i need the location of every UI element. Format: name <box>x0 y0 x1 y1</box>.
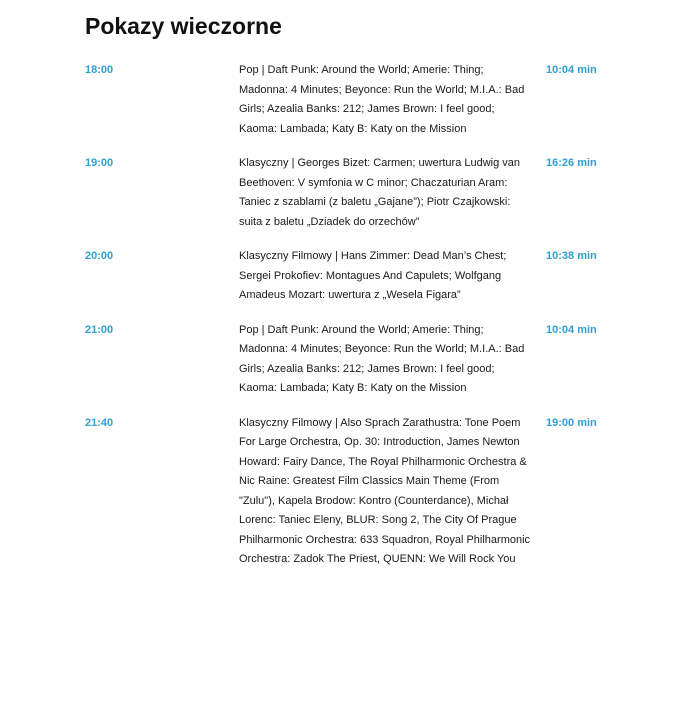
show-duration: 19:00 min <box>546 416 597 429</box>
show-time: 21:00 <box>85 323 114 336</box>
show-program: Klasyczny | Georges Bizet: Carmen; uwertura Ludwig van Beethoven: V symfonia w C minor; Chaczaturian Aram: Taniec z szablami (z baletu „Gajane”); Piotr Czajkowski: suita z baletu „Dziadek do orzechów” <box>239 157 521 228</box>
show-time: 18:00 <box>85 64 114 76</box>
show-time: 19:00 <box>85 157 114 169</box>
show-program: Pop | Daft Punk: Around the World; Amerie: Thing; Madonna: 4 Minutes; Beyonce: Run the World; M.I.A.: Bad Girls; Azealia Banks: 212; James Brown: I feel good; Kaoma: Lambada; Katy B: Katy on the Mission <box>239 64 525 135</box>
schedule-row <box>85 61 645 154</box>
schedule-row <box>85 321 645 414</box>
show-duration: 10:04 min <box>546 64 597 76</box>
show-program: Klasyczny Filmowy | Also Sprach Zarathustra: Tone Poem For Large Orchestra, Op. 30: Introduction, James Newton Howard: Fairy Dance, The Royal Philharmonic Orchestra & Nic Raine: Greatest Film Classics Main Theme (From "Zulu"), Kapela Brodow: Kontro (Counterdance), Michał Lorenc: Taniec Eleny, BLUR: Song 2, The City Of Prague Philharmonic Orchestra: 633 Squadron, Royal Philharmonic Orchestra: Zadok The Priest, QUENN: We Will Rock You <box>239 416 531 565</box>
evening-shows-schedule <box>85 61 645 585</box>
show-program: Klasyczny Filmowy | Hans Zimmer: Dead Man’s Chest; Sergei Prokofiev: Montagues And Capulets; Wolfgang Amadeus Mozart: uwertura z „Wesela Figara” <box>239 250 507 301</box>
page-title: Pokazy wieczorne <box>85 13 282 39</box>
show-duration: 10:04 min <box>546 323 597 336</box>
show-time: 21:40 <box>85 416 114 429</box>
show-duration: 10:38 min <box>546 250 597 262</box>
show-duration: 16:26 min <box>546 157 597 169</box>
schedule-row <box>85 247 645 321</box>
schedule-row <box>85 414 645 585</box>
schedule-row <box>85 154 645 247</box>
show-time: 20:00 <box>85 250 114 262</box>
show-program: Pop | Daft Punk: Around the World; Amerie: Thing; Madonna: 4 Minutes; Beyonce: Run the World; M.I.A.: Bad Girls; Azealia Banks: 212; James Brown: I feel good; Kaoma: Lambada; Katy B: Katy on the Mission <box>239 323 525 394</box>
